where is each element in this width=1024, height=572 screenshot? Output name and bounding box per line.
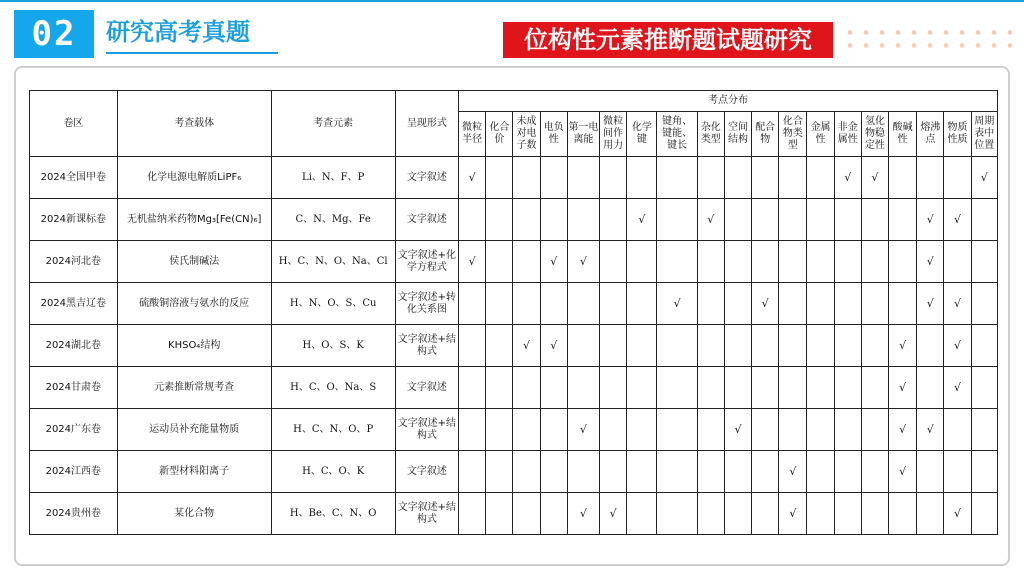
empty-cell: [861, 367, 888, 409]
empty-cell: [486, 241, 513, 283]
top-accent-line: [0, 0, 1024, 2]
check-mark: √: [567, 493, 599, 535]
header-carrier: 考查载体: [117, 91, 271, 157]
empty-cell: [486, 493, 513, 535]
empty-cell: [834, 241, 861, 283]
check-mark: √: [861, 157, 888, 199]
empty-cell: [697, 157, 724, 199]
empty-cell: [889, 283, 917, 325]
point-header: 电负性: [540, 112, 567, 157]
empty-cell: [752, 451, 779, 493]
empty-cell: [971, 199, 997, 241]
empty-cell: [513, 157, 540, 199]
check-mark: √: [971, 157, 997, 199]
top-bar: [0, 0, 1024, 62]
region-cell: 2024全国甲卷: [30, 157, 118, 199]
check-mark: √: [724, 409, 751, 451]
empty-cell: [889, 199, 917, 241]
empty-cell: [971, 367, 997, 409]
elements-cell: H、C、O、K: [271, 451, 395, 493]
empty-cell: [724, 241, 751, 283]
empty-cell: [807, 157, 834, 199]
empty-cell: [697, 367, 724, 409]
banner-title: 位构性元素推断题试题研究: [503, 22, 833, 58]
empty-cell: [861, 325, 888, 367]
empty-cell: [657, 409, 697, 451]
section-title: 研究高考真题: [106, 18, 250, 46]
empty-cell: [752, 241, 779, 283]
check-mark: √: [540, 241, 567, 283]
empty-cell: [861, 409, 888, 451]
empty-cell: [724, 451, 751, 493]
empty-cell: [889, 493, 917, 535]
empty-cell: [944, 241, 971, 283]
empty-cell: [779, 409, 807, 451]
empty-cell: [724, 199, 751, 241]
form-cell: 文字叙述: [395, 451, 458, 493]
header-elements: 考查元素: [271, 91, 395, 157]
empty-cell: [540, 157, 567, 199]
elements-cell: H、C、N、O、Na、Cl: [271, 241, 395, 283]
empty-cell: [486, 157, 513, 199]
empty-cell: [779, 325, 807, 367]
carrier-cell: 无机盐纳米药物Mg₃[Fe(CN)₆]: [117, 199, 271, 241]
empty-cell: [486, 367, 513, 409]
point-header: 微粒间作用力: [600, 112, 627, 157]
empty-cell: [486, 451, 513, 493]
empty-cell: [917, 157, 944, 199]
empty-cell: [540, 493, 567, 535]
check-mark: √: [657, 283, 697, 325]
section-number-badge: 02: [14, 10, 94, 58]
header-form: 呈现形式: [395, 91, 458, 157]
elements-cell: Li、N、F、P: [271, 157, 395, 199]
empty-cell: [752, 157, 779, 199]
empty-cell: [567, 451, 599, 493]
empty-cell: [861, 493, 888, 535]
empty-cell: [834, 283, 861, 325]
empty-cell: [944, 451, 971, 493]
check-mark: √: [459, 241, 486, 283]
elements-cell: H、Be、C、N、O: [271, 493, 395, 535]
empty-cell: [834, 199, 861, 241]
point-header: 化合价: [486, 112, 513, 157]
empty-cell: [513, 241, 540, 283]
empty-cell: [807, 367, 834, 409]
carrier-cell: KHSO₄结构: [117, 325, 271, 367]
check-mark: √: [697, 199, 724, 241]
empty-cell: [834, 409, 861, 451]
table-row: [30, 157, 998, 199]
empty-cell: [513, 451, 540, 493]
empty-cell: [971, 241, 997, 283]
empty-cell: [724, 157, 751, 199]
check-mark: √: [917, 241, 944, 283]
elements-cell: H、N、O、S、Cu: [271, 283, 395, 325]
empty-cell: [807, 199, 834, 241]
check-mark: √: [779, 493, 807, 535]
check-mark: √: [889, 325, 917, 367]
empty-cell: [944, 409, 971, 451]
check-mark: √: [540, 325, 567, 367]
carrier-cell: 元素推断常规考查: [117, 367, 271, 409]
carrier-cell: 硫酸铜溶液与氨水的反应: [117, 283, 271, 325]
form-cell: 文字叙述+结构式: [395, 493, 458, 535]
point-header: 物质性质: [944, 112, 971, 157]
empty-cell: [513, 199, 540, 241]
carrier-cell: 化学电源电解质LiPF₆: [117, 157, 271, 199]
empty-cell: [540, 283, 567, 325]
empty-cell: [834, 493, 861, 535]
empty-cell: [917, 367, 944, 409]
header-region: 卷区: [30, 91, 118, 157]
check-mark: √: [889, 451, 917, 493]
empty-cell: [971, 409, 997, 451]
elements-cell: H、O、S、K: [271, 325, 395, 367]
empty-cell: [917, 493, 944, 535]
point-header: 金属性: [807, 112, 834, 157]
form-cell: 文字叙述+转化关系图: [395, 283, 458, 325]
empty-cell: [600, 367, 627, 409]
empty-cell: [834, 367, 861, 409]
empty-cell: [752, 325, 779, 367]
table-row: [30, 199, 998, 241]
empty-cell: [657, 199, 697, 241]
check-mark: √: [779, 451, 807, 493]
check-mark: √: [917, 283, 944, 325]
empty-cell: [540, 199, 567, 241]
point-header: 周期表中位置: [971, 112, 997, 157]
point-header: 非金属性: [834, 112, 861, 157]
region-cell: 2024河北卷: [30, 241, 118, 283]
check-mark: √: [567, 241, 599, 283]
empty-cell: [567, 325, 599, 367]
empty-cell: [807, 325, 834, 367]
table-row: [30, 367, 998, 409]
empty-cell: [657, 325, 697, 367]
table-row: [30, 325, 998, 367]
empty-cell: [513, 493, 540, 535]
region-cell: 2024新课标卷: [30, 199, 118, 241]
check-mark: √: [459, 157, 486, 199]
empty-cell: [567, 199, 599, 241]
empty-cell: [861, 199, 888, 241]
form-cell: 文字叙述: [395, 157, 458, 199]
empty-cell: [697, 325, 724, 367]
region-cell: 2024江西卷: [30, 451, 118, 493]
empty-cell: [657, 367, 697, 409]
empty-cell: [697, 493, 724, 535]
empty-cell: [540, 367, 567, 409]
table-body: [30, 157, 998, 535]
empty-cell: [600, 451, 627, 493]
check-mark: √: [513, 325, 540, 367]
empty-cell: [861, 283, 888, 325]
empty-cell: [627, 283, 657, 325]
empty-cell: [697, 451, 724, 493]
empty-cell: [627, 451, 657, 493]
check-mark: √: [944, 367, 971, 409]
check-mark: √: [944, 493, 971, 535]
carrier-cell: 运动员补充能量物质: [117, 409, 271, 451]
empty-cell: [971, 283, 997, 325]
empty-cell: [779, 241, 807, 283]
empty-cell: [459, 451, 486, 493]
empty-cell: [697, 241, 724, 283]
point-header: 化学键: [627, 112, 657, 157]
check-mark: √: [567, 409, 599, 451]
empty-cell: [513, 283, 540, 325]
empty-cell: [807, 283, 834, 325]
empty-cell: [600, 241, 627, 283]
empty-cell: [486, 283, 513, 325]
empty-cell: [971, 451, 997, 493]
empty-cell: [697, 409, 724, 451]
empty-cell: [657, 157, 697, 199]
region-cell: 2024贵州卷: [30, 493, 118, 535]
empty-cell: [752, 493, 779, 535]
empty-cell: [600, 157, 627, 199]
empty-cell: [459, 409, 486, 451]
table-row: [30, 493, 998, 535]
empty-cell: [657, 241, 697, 283]
table-row: [30, 451, 998, 493]
elements-cell: H、C、O、Na、S: [271, 367, 395, 409]
empty-cell: [971, 493, 997, 535]
empty-cell: [600, 199, 627, 241]
check-mark: √: [944, 325, 971, 367]
empty-cell: [513, 409, 540, 451]
empty-cell: [724, 367, 751, 409]
empty-cell: [807, 493, 834, 535]
empty-cell: [697, 283, 724, 325]
empty-cell: [627, 241, 657, 283]
empty-cell: [944, 157, 971, 199]
empty-cell: [752, 367, 779, 409]
empty-cell: [834, 451, 861, 493]
check-mark: √: [944, 199, 971, 241]
form-cell: 文字叙述+化学方程式: [395, 241, 458, 283]
check-mark: √: [917, 409, 944, 451]
empty-cell: [889, 241, 917, 283]
empty-cell: [486, 325, 513, 367]
empty-cell: [486, 199, 513, 241]
carrier-cell: 新型材料阳离子: [117, 451, 271, 493]
title-underline: [106, 52, 278, 54]
empty-cell: [600, 283, 627, 325]
region-cell: 2024黑吉辽卷: [30, 283, 118, 325]
empty-cell: [889, 157, 917, 199]
empty-cell: [752, 409, 779, 451]
check-mark: √: [752, 283, 779, 325]
empty-cell: [657, 493, 697, 535]
point-header: 化合物类型: [779, 112, 807, 157]
empty-cell: [807, 241, 834, 283]
carrier-cell: 侯氏制碱法: [117, 241, 271, 283]
carrier-cell: 某化合物: [117, 493, 271, 535]
point-header: 空间结构: [724, 112, 751, 157]
empty-cell: [779, 157, 807, 199]
empty-cell: [971, 325, 997, 367]
elements-cell: H、C、N、O、P: [271, 409, 395, 451]
empty-cell: [567, 367, 599, 409]
region-cell: 2024湖北卷: [30, 325, 118, 367]
empty-cell: [657, 451, 697, 493]
table-row: [30, 409, 998, 451]
empty-cell: [779, 367, 807, 409]
empty-cell: [917, 451, 944, 493]
empty-cell: [627, 157, 657, 199]
empty-cell: [459, 325, 486, 367]
check-mark: √: [627, 199, 657, 241]
empty-cell: [486, 409, 513, 451]
empty-cell: [459, 199, 486, 241]
empty-cell: [540, 451, 567, 493]
point-header: 氢化物稳定性: [861, 112, 888, 157]
decorative-dots: [842, 26, 1012, 52]
empty-cell: [567, 283, 599, 325]
point-header: 未成对电子数: [513, 112, 540, 157]
point-header: 酸碱性: [889, 112, 917, 157]
exam-analysis-table: [29, 90, 998, 535]
empty-cell: [600, 409, 627, 451]
empty-cell: [834, 325, 861, 367]
form-cell: 文字叙述+结构式: [395, 325, 458, 367]
empty-cell: [779, 199, 807, 241]
empty-cell: [917, 325, 944, 367]
table-row: [30, 241, 998, 283]
empty-cell: [459, 367, 486, 409]
form-cell: 文字叙述: [395, 367, 458, 409]
empty-cell: [807, 451, 834, 493]
empty-cell: [861, 241, 888, 283]
empty-cell: [807, 409, 834, 451]
region-cell: 2024广东卷: [30, 409, 118, 451]
empty-cell: [861, 451, 888, 493]
empty-cell: [540, 409, 567, 451]
form-cell: 文字叙述: [395, 199, 458, 241]
point-header: 杂化类型: [697, 112, 724, 157]
empty-cell: [600, 325, 627, 367]
header-points: 考点分布: [459, 91, 998, 112]
empty-cell: [779, 283, 807, 325]
elements-cell: C、N、Mg、Fe: [271, 199, 395, 241]
empty-cell: [724, 493, 751, 535]
empty-cell: [627, 493, 657, 535]
empty-cell: [724, 325, 751, 367]
check-mark: √: [889, 409, 917, 451]
table-row: [30, 283, 998, 325]
empty-cell: [627, 325, 657, 367]
point-header: 配合物: [752, 112, 779, 157]
point-header: 微粒半径: [459, 112, 486, 157]
empty-cell: [627, 367, 657, 409]
empty-cell: [513, 367, 540, 409]
check-mark: √: [600, 493, 627, 535]
form-cell: 文字叙述+结构式: [395, 409, 458, 451]
check-mark: √: [917, 199, 944, 241]
empty-cell: [724, 283, 751, 325]
check-mark: √: [889, 367, 917, 409]
check-mark: √: [834, 157, 861, 199]
point-header: 熔沸点: [917, 112, 944, 157]
empty-cell: [459, 493, 486, 535]
region-cell: 2024甘肃卷: [30, 367, 118, 409]
empty-cell: [627, 409, 657, 451]
check-mark: √: [944, 283, 971, 325]
empty-cell: [752, 199, 779, 241]
empty-cell: [459, 283, 486, 325]
point-header: 键角、键能、键长: [657, 112, 697, 157]
point-header: 第一电离能: [567, 112, 599, 157]
empty-cell: [567, 157, 599, 199]
